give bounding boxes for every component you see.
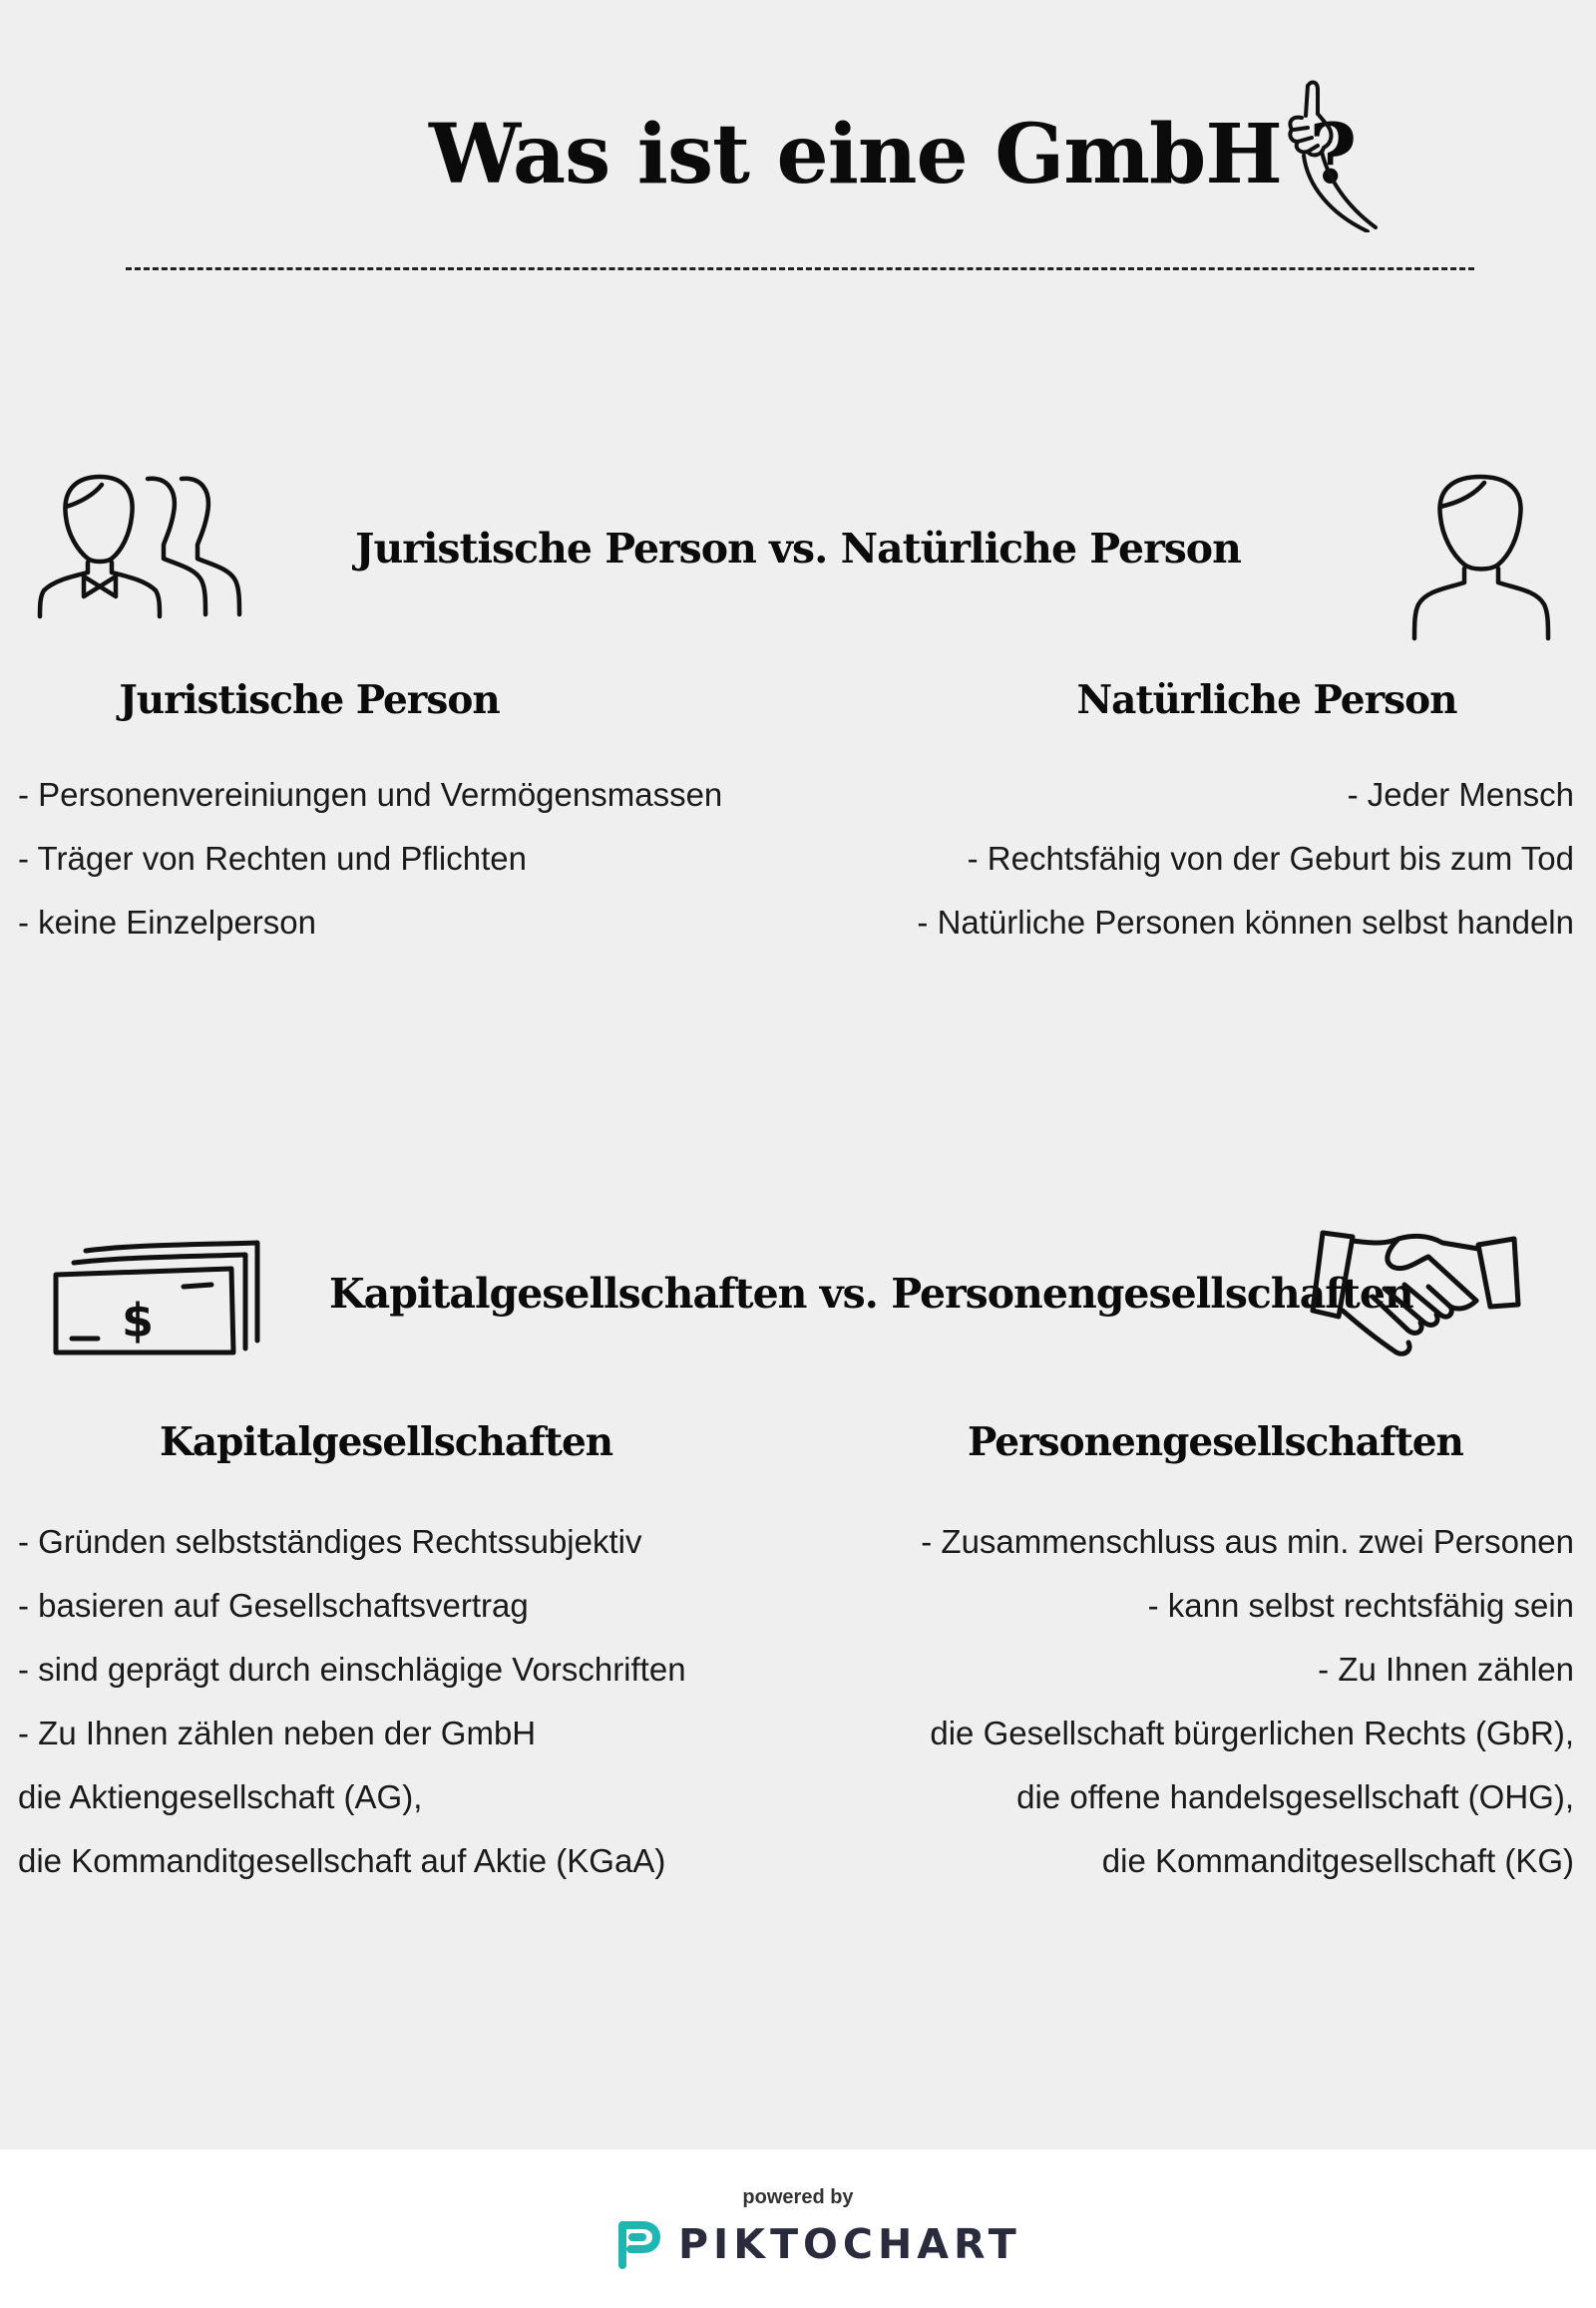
natuerliche-person-list	[798, 763, 1574, 955]
piktochart-wordmark: PIKTOCHART	[678, 2220, 1021, 2268]
personengesellschaften-title: Personengesellschaften	[968, 1419, 1463, 1465]
juristische-person-title: Juristische Person	[119, 677, 500, 723]
list-item: - Zusammenschluss aus min. zwei Personen	[921, 1523, 1574, 1560]
list-item: - Jeder Mensch	[1347, 776, 1574, 813]
group-people-icon	[36, 473, 245, 620]
list-item: - Natürliche Personen können selbst handeln	[917, 904, 1574, 941]
page-title: Was ist eine GmbH ?	[429, 107, 1357, 202]
kapitalgesellschaften-list	[18, 1510, 796, 1893]
list-item: - Gründen selbstständiges Rechtssubjektiv	[18, 1523, 642, 1560]
list-item: - kann selbst rechtsfähig sein	[1147, 1587, 1574, 1624]
juristische-person-list	[18, 763, 806, 955]
personengesellschaften-list	[818, 1510, 1574, 1893]
money-bills-icon	[52, 1237, 265, 1358]
piktochart-logo-icon	[616, 2219, 662, 2274]
list-item: die offene handelsgesellschaft (OHG),	[1016, 1778, 1574, 1815]
list-item: - Rechtsfähig von der Geburt bis zum Tod	[967, 840, 1574, 877]
section2-title: Kapitalgesellschaften vs. Personengesellschaften	[329, 1270, 1413, 1318]
piktochart-brand-link[interactable]	[616, 2217, 1021, 2271]
list-item: - Zu Ihnen zählen neben der GmbH	[18, 1715, 537, 1751]
list-item: die Gesellschaft bürgerlichen Rechts (GbR),	[930, 1715, 1574, 1751]
powered-by-label: powered by	[742, 2186, 854, 2208]
list-item: die Kommanditgesellschaft (KG)	[1101, 1842, 1574, 1879]
section1-title: Juristische Person vs. Natürliche Person	[355, 525, 1241, 573]
list-item: - Personenvereiniungen und Vermögensmassen	[18, 776, 723, 813]
list-item: - basieren auf Gesellschaftsvertrag	[18, 1587, 529, 1624]
title-divider	[126, 267, 1474, 270]
list-item: - Träger von Rechten und Pflichten	[18, 840, 527, 877]
list-item: - keine Einzelperson	[18, 904, 316, 941]
natuerliche-person-title: Natürliche Person	[1076, 677, 1457, 723]
list-item: die Kommanditgesellschaft auf Aktie (KGaA)	[18, 1842, 666, 1879]
list-item: - Zu Ihnen zählen	[1318, 1651, 1574, 1688]
svg-text:$: $	[122, 1294, 155, 1347]
person-icon	[1410, 473, 1552, 642]
footer	[0, 2149, 1596, 2308]
list-item: - sind geprägt durch einschlägige Vorschriften	[18, 1651, 686, 1688]
handshake-icon	[1309, 1227, 1522, 1358]
kapitalgesellschaften-title: Kapitalgesellschaften	[160, 1419, 613, 1465]
list-item: die Aktiengesellschaft (AG),	[18, 1778, 423, 1815]
pointing-finger-icon	[1272, 78, 1387, 232]
